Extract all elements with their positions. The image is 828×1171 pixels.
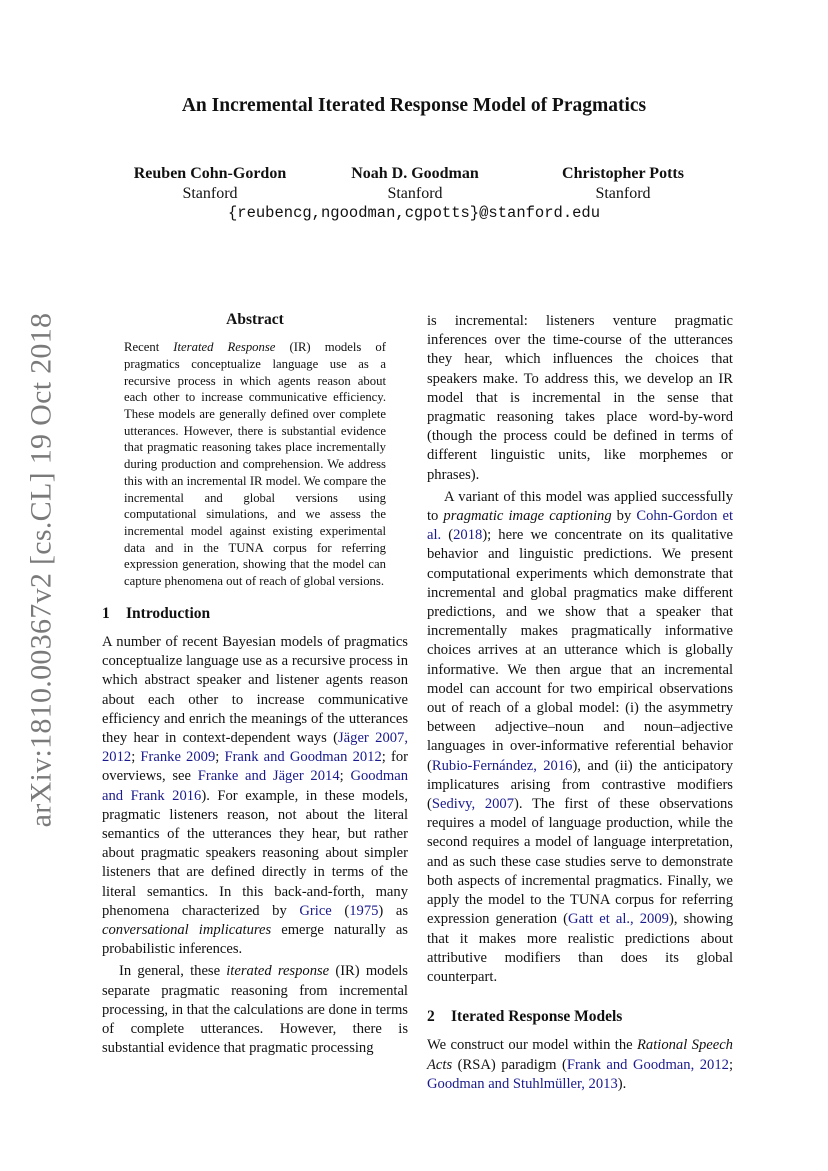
citation-link[interactable]: Franke 2009: [140, 749, 216, 766]
author-name: Reuben Cohn-Gordon: [133, 165, 287, 182]
citation-link[interactable]: Frank and Goodman, 2012: [566, 1056, 729, 1073]
author-2: [315, 164, 515, 204]
author-affiliation: Stanford: [387, 185, 443, 202]
right-column: [427, 312, 733, 1094]
section2-paragraph-1: We construct our model within the Rational Speech Acts (RSA) paradigm (Frank and Goodman, 2012; Goodman and Stuhlmüller, 2013).: [427, 1037, 733, 1092]
left-column: [102, 310, 408, 1058]
citation-link[interactable]: Cohn-Gordon et al.: [427, 508, 734, 544]
section-heading-iterated-response-models: 2 Iterated Response Models: [427, 1008, 623, 1026]
author-3: [523, 164, 723, 204]
citation-link[interactable]: Gatt et al., 2009: [568, 911, 669, 928]
author-affiliation: Stanford: [182, 185, 238, 202]
citation-link[interactable]: Goodman and Frank 2016: [102, 768, 408, 804]
author-1: [110, 164, 310, 204]
citation-link[interactable]: Rubio-Fernández, 2016: [431, 757, 573, 774]
citation-link[interactable]: Grice: [299, 902, 332, 919]
citation-link[interactable]: Franke and Jäger 2014: [197, 768, 340, 785]
arxiv-identifier: [10, 270, 72, 870]
intro-paragraph-3: is incremental: listeners venture pragmatic inferences over the time-course of the utterances they hear, which influences the choices that speakers make. To address this, we develop an IR model that is incremental in the sense that pragmatic reasoning takes place word-by-word (though the process could be defined in terms of different linguistic units, like morphemes or phrases).: [427, 313, 733, 483]
citation-link[interactable]: 2018: [453, 527, 483, 544]
paper-title: An Incremental Iterated Response Model of Pragmatics: [181, 95, 647, 116]
author-emails: {reubencg,ngoodman,cgpotts}@stanford.edu: [227, 204, 601, 222]
citation-link[interactable]: 1975: [349, 902, 379, 919]
author-affiliation: Stanford: [595, 185, 651, 202]
citation-link[interactable]: Goodman and Stuhlmüller, 2013: [427, 1075, 618, 1092]
author-name: Noah D. Goodman: [351, 165, 479, 182]
citation-link[interactable]: Frank and Goodman 2012: [224, 749, 382, 766]
intro-paragraph-4: A variant of this model was applied successfully to pragmatic image captioning by Cohn-Gordon et al. (2018); here we concentrate on its qualitative behavior and linguistic predictions. We present computational experiments which demonstrate that incremental and global pragmatics make different predictions, and we show that a speaker that incrementally makes pragmatically informative choices arrives at an utterance which is globally informative. We then argue that an incremental model can account for two empirical observations out of reach of a global model: (i) the asymmetry between adjective–noun and noun–adjective languages in over-informative referential behavior (Rubio-Fernández, 2016), and (ii) the anticipatory implicatures arising from contrastive modifiers (Sedivy, 2007). The first of these observations requires a model of language production, while the second requires a model of language interpretation, and as such these case studies serve to demonstrate both aspects of incremental pragmatics. Finally, we apply the model to the TUNA corpus for referring expression generation (Gatt et al., 2009), showing that it makes more realistic predictions about attributive modifiers than does its global counterpart.: [427, 488, 734, 985]
author-name: Christopher Potts: [562, 165, 684, 182]
abstract-text: Recent Iterated Response (IR) models of pragmatics conceptualize language use as a recursive process in which agents reason about each other to increase communicative efficiency. These models are generally defined over complete utterances. However, there is substantial evidence that pragmatic reasoning takes place incrementally during production and comprehension. We address this with an incremental IR model. We compare the incremental and global versions using computational simulations, and we assess the incremental model against existing experimental data and in the TUNA corpus for referring expression generation, showing that the model can capture phenomena out of reach of global versions.: [124, 340, 386, 589]
abstract-heading: Abstract: [226, 311, 284, 328]
arxiv-identifier-text: arXiv:1810.00367v2 [cs.CL] 19 Oct 2018: [24, 312, 58, 828]
citation-link[interactable]: Sedivy, 2007: [431, 796, 515, 813]
intro-paragraph-1: A number of recent Bayesian models of pragmatics conceptualize language use as a recursive process in which abstract speaker and listener agents reason about each other to increase communicative efficiency and enrich the meanings of the utterances they hear in context-dependent ways (Jäger 2007, 2012; Franke 2009; Frank and Goodman 2012; for overviews, see Franke and Jäger 2014; Goodman and Frank 2016). For example, in these models, pragmatic listeners reason, not about the literal semantics of the utterances they hear, but rather about pragmatic speakers reasoning about simpler listeners that are defined directly in terms of the literal semantics. In this back-and-forth, many phenomena characterized by Grice (1975) as conversational implicatures emerge naturally as probabilistic inferences.: [102, 633, 408, 958]
intro-paragraph-2: In general, these iterated response (IR) models separate pragmatic reasoning from incremental processing, in that the calculations are done in terms of complete utterances. However, there is substantial evidence that pragmatic processing: [102, 963, 408, 1057]
citation-link[interactable]: Jäger 2007, 2012: [102, 729, 408, 766]
section-heading-introduction: 1 Introduction: [102, 604, 211, 622]
